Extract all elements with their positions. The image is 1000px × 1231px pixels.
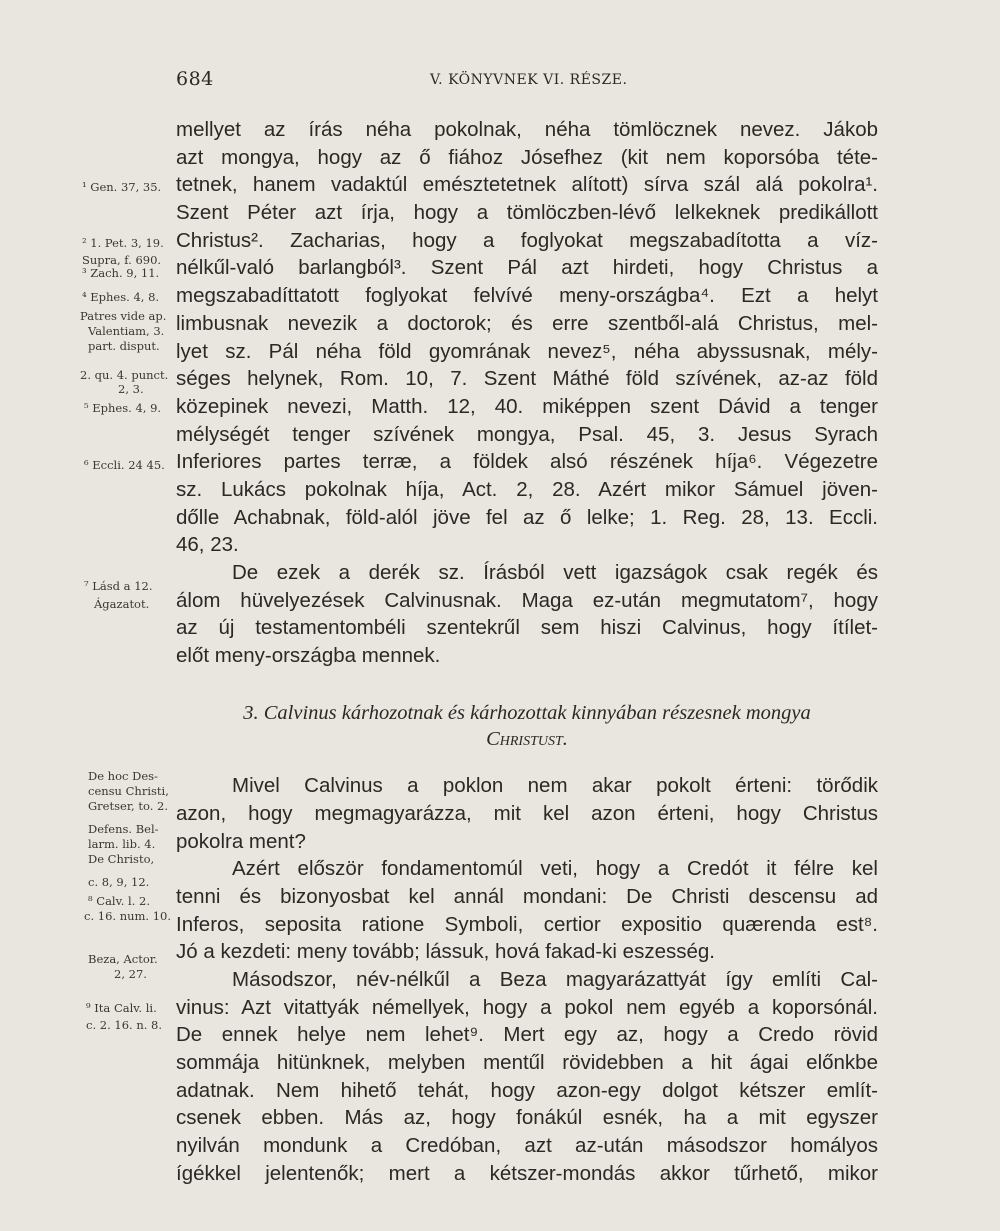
margin-note: Ágazatot.	[94, 597, 150, 611]
margin-note: ⁷ Lásd a 12.	[84, 579, 153, 593]
body-line: De ennek helye nem lehet⁹. Mert egy az, hogy a Credo rövid	[176, 1023, 878, 1046]
running-head: V. KÖNYVNEK VI. RÉSZE.	[430, 72, 628, 88]
body-line: megszabadíttatott foglyokat felvívé meny-országba⁴. Ezt a helyt	[176, 284, 878, 307]
margin-note: 2. qu. 4. punct.	[80, 368, 169, 382]
body-line: Mivel Calvinus a poklon nem akar pokolt érteni: törődik	[232, 774, 878, 797]
margin-note: ⁶ Eccli. 24 45.	[84, 458, 165, 472]
body-line: ígékkel jelentenők; mert a kétszer-mondás akkor tűrhető, mikor	[176, 1162, 878, 1185]
body-line: közepinek nevezi, Matth. 12, 40. miképpen szent Dávid a tenger	[176, 395, 878, 418]
body-line: Inferos, seposita ratione Symboli, certior expositio quærenda est⁸.	[176, 913, 878, 936]
body-line: Azért először fondamentomúl veti, hogy a Credót it félre kel	[232, 857, 878, 880]
section-heading-subline: Christust.	[486, 728, 568, 750]
body-line: vinus: Azt vitattyák némellyek, hogy a pokol nem egyéb a koporsónál.	[176, 996, 878, 1019]
body-line: 46, 23.	[176, 533, 239, 556]
margin-note: ² 1. Pet. 3, 19.	[82, 236, 164, 250]
margin-note: ¹ Gen. 37, 35.	[82, 180, 162, 194]
margin-note: Defens. Bel-	[88, 822, 159, 836]
margin-note: ³ Zach. 9, 11.	[82, 266, 160, 280]
body-line: Másodszor, név-nélkűl a Beza magyarázattyát így említi Cal-	[232, 968, 878, 991]
body-line: sz. Lukács pokolnak híja, Act. 2, 28. Azért mikor Sámuel jöven-	[176, 478, 878, 501]
margin-note: De Christo,	[88, 852, 155, 866]
body-line: lyet sz. Pál néha föld gyomrának nevez⁵, néha abyssusnak, mély-	[176, 340, 878, 363]
body-line: dőlle Achabnak, föld-alól jöve fel az ő lelke; 1. Reg. 28, 13. Eccli.	[176, 506, 878, 529]
body-line: tetnek, hanem vadaktúl emésztetetnek alított) sírva szál alá pokolra¹.	[176, 173, 878, 196]
body-line: Inferiores partes terræ, a földek alsó részének híja⁶. Végezetre	[176, 450, 878, 473]
margin-note: Patres vide ap.	[80, 309, 167, 323]
body-line: az új testamentombéli szentekrűl sem hiszi Calvinus, hogy ítílet-	[176, 616, 878, 639]
margin-note: censu Christi,	[88, 784, 169, 798]
margin-note: ⁵ Ephes. 4, 9.	[84, 401, 162, 415]
body-line: álom hüvelyezések Calvinusnak. Maga ez-után megmutatom⁷, hogy	[176, 589, 878, 612]
margin-note: 2, 27.	[114, 967, 147, 981]
body-line: De ezek a derék sz. Írásból vett igazságok csak regék és	[232, 561, 878, 584]
body-line: tenni és bizonyosbat kel annál mondani: De Christi descensu ad	[176, 885, 878, 908]
body-line: pokolra ment?	[176, 830, 306, 853]
body-line: azt mongya, hogy az ő fiához Jósefhez (kit nem koporsóba téte-	[176, 146, 878, 169]
margin-note: Gretser, to. 2.	[88, 799, 168, 813]
page-number: 684	[176, 68, 214, 90]
margin-note: 2, 3.	[118, 382, 144, 396]
margin-note: Supra, f. 690.	[82, 253, 162, 267]
margin-note: c. 16. num. 10.	[84, 909, 172, 923]
body-line: azon, hogy megmagyarázza, mit kel azon érteni, hogy Christus	[176, 802, 878, 825]
margin-note: ⁹ Ita Calv. li.	[86, 1001, 157, 1015]
body-line: Szent Péter azt írja, hogy a tömlöczben-lévő lelkeknek predikállott	[176, 201, 878, 224]
body-line: limbusnak nevezik a doctorok; és erre szentből-alá Christus, mel-	[176, 312, 878, 335]
margin-note: ⁴ Ephes. 4, 8.	[82, 290, 160, 304]
body-line: nélkűl-való barlangból³. Szent Pál azt hirdeti, hogy Christus a	[176, 256, 878, 279]
margin-note: Valentiam, 3.	[88, 324, 165, 338]
margin-note: c. 2. 16. n. 8.	[86, 1018, 163, 1032]
body-line: séges helynek, Rom. 10, 7. Szent Máthé föld szívének, az-az föld	[176, 367, 878, 390]
body-line: mélységét tenger szívének mongya, Psal. 45, 3. Jesus Syrach	[176, 423, 878, 446]
body-line: Jó a kezdeti: meny tovább; lássuk, hová fakad-ki eszesség.	[176, 940, 715, 963]
body-line: csenek ebben. Más az, hogy fonákúl esnék, ha a mit egyszer	[176, 1106, 878, 1129]
margin-note: Beza, Actor.	[88, 952, 158, 966]
margin-note: larm. lib. 4.	[88, 837, 156, 851]
margin-note: ⁸ Calv. l. 2.	[88, 894, 151, 908]
body-line: mellyet az írás néha pokolnak, néha tömlöcznek nevez. Jákob	[176, 118, 878, 141]
margin-note: De hoc Des-	[88, 769, 158, 783]
margin-note: c. 8, 9, 12.	[88, 875, 150, 889]
margin-note: part. disput.	[88, 339, 160, 353]
body-line: Christus². Zacharias, hogy a foglyokat megszabadította a víz-	[176, 229, 878, 252]
section-heading: 3. Calvinus kárhozotnak és kárhozottak kinnyában részesnek mongya	[243, 702, 811, 724]
body-line: sommája hitünknek, melyben mentűl rövidebben a hit ágai előnkbe	[176, 1051, 878, 1074]
body-line: nyilván mondunk a Credóban, azt az-után másodszor homályos	[176, 1134, 878, 1157]
body-line: előt meny-országba mennek.	[176, 644, 441, 667]
body-line: adatnak. Nem hihető tehát, hogy azon-egy dolgot kétszer említ-	[176, 1079, 878, 1102]
